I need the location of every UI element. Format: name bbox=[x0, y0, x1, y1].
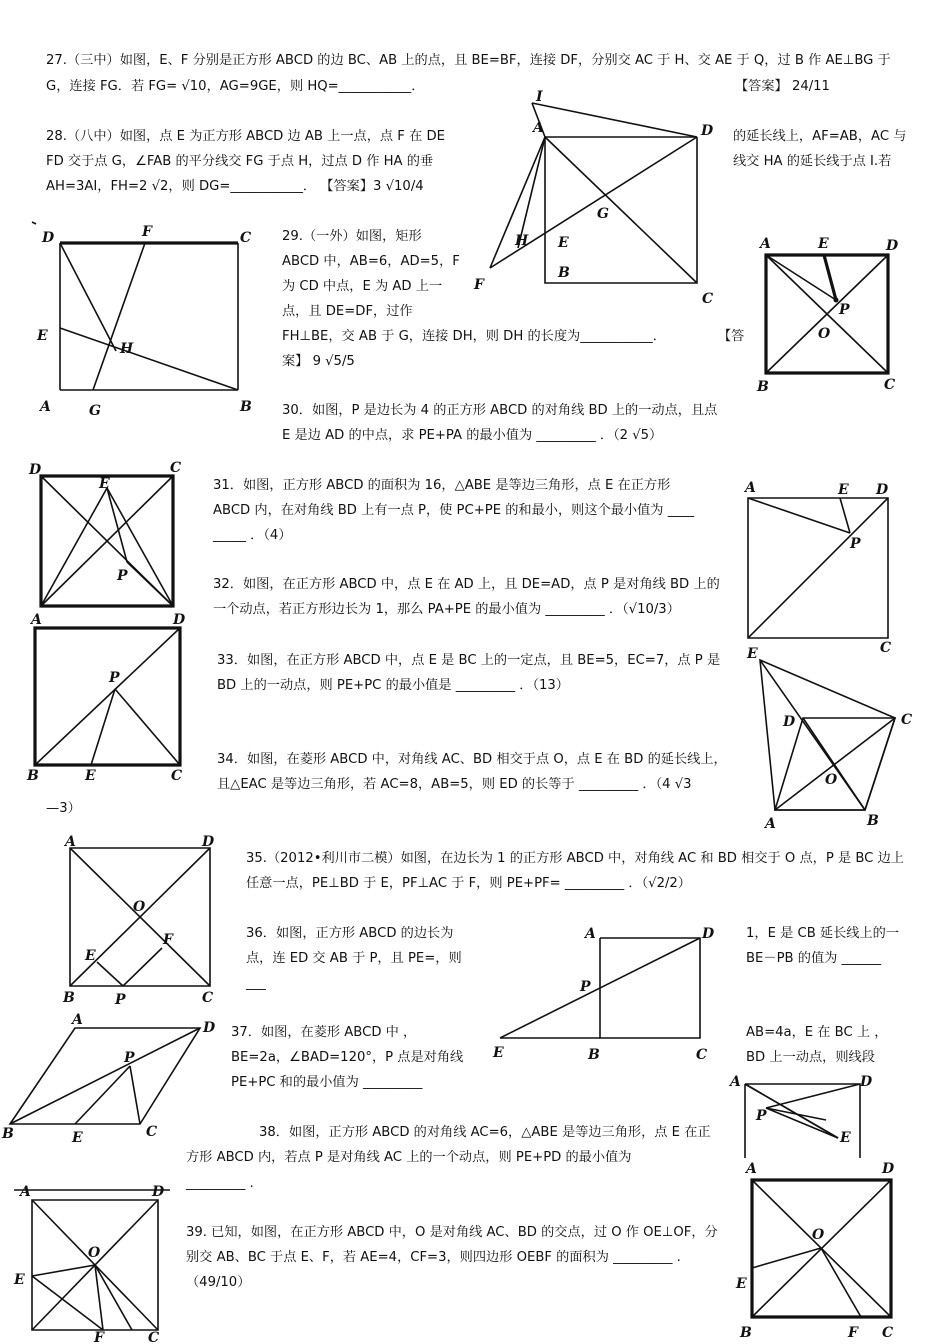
p29-line5b: 【答 bbox=[718, 329, 745, 344]
p31-line1: 31．如图，正方形 ABCD 的面积为 16，△ABE 是等边三角形，点 E 在正方形 bbox=[213, 478, 671, 493]
p34-line3: —3） bbox=[46, 801, 81, 816]
label-C: C bbox=[882, 1325, 894, 1341]
p30-line2: E 是边 AD 的中点，求 PE+PA 的最小值为 _________ ．（2 √5） bbox=[282, 428, 663, 443]
label-E: E bbox=[818, 236, 829, 252]
label-O: O bbox=[88, 1245, 101, 1261]
label-D: D bbox=[29, 462, 42, 478]
p37-line1a: 37．如图，在菱形 ABCD 中 ， bbox=[231, 1025, 417, 1040]
label-C: C bbox=[696, 1047, 708, 1063]
label-E: E bbox=[493, 1045, 504, 1061]
label-D: D bbox=[882, 1161, 895, 1177]
figure-30 bbox=[748, 228, 918, 398]
figure-28 bbox=[470, 85, 730, 310]
label-C: C bbox=[702, 291, 714, 307]
label-P: P bbox=[850, 536, 861, 552]
label-C: C bbox=[880, 640, 892, 656]
label-B: B bbox=[63, 990, 75, 1006]
label-E: E bbox=[85, 768, 96, 784]
label-G: G bbox=[89, 403, 101, 419]
label-E: E bbox=[85, 948, 96, 964]
label-E: E bbox=[558, 235, 569, 251]
label-A: A bbox=[746, 1161, 757, 1177]
label-D: D bbox=[173, 612, 186, 628]
p38-line2: 方形 ABCD 内，若点 P 是对角线 AC 上的一个动点，则 PE+PD 的最小值为 bbox=[186, 1150, 632, 1165]
p35-line1: 35.（2012•利川市二模）如图，在边长为 1 的正方形 ABCD 中，对角线 AC 和 BD 相交于 O 点，P 是 BC 边上 bbox=[246, 851, 904, 866]
label-F: F bbox=[94, 1330, 104, 1344]
label-F: F bbox=[163, 932, 173, 948]
p33-line2: BD 上的一动点，则 PE+PC 的最小值是 _________ ．（13） bbox=[217, 678, 569, 693]
p37-line2b: BD 上一动点，则线段 bbox=[746, 1050, 875, 1065]
p28-line3: AH=3AI，FH=2 √2，则 DG=___________． 【答案】3 √10/4 bbox=[46, 179, 424, 194]
label-D: D bbox=[203, 1020, 216, 1036]
label-E: E bbox=[838, 482, 849, 498]
label-P: P bbox=[756, 1108, 767, 1124]
label-I: I bbox=[536, 89, 543, 105]
p28-line2b: 线交 HA 的延长线于点 I.若 bbox=[733, 154, 892, 169]
label-F: F bbox=[474, 277, 484, 293]
p28-line1b: 的延长线上，AF=AB，AC 与 bbox=[733, 129, 907, 144]
label-C: C bbox=[170, 460, 182, 476]
label-B: B bbox=[867, 813, 879, 829]
label-D: D bbox=[860, 1074, 873, 1090]
label-P: P bbox=[109, 670, 120, 686]
p30-line1: 30．如图，P 是边长为 4 的正方形 ABCD 的对角线 BD 上的一动点，且点 bbox=[282, 403, 718, 418]
label-A: A bbox=[585, 926, 596, 942]
p28-line1a: 28.（八中）如图，点 E 为正方形 ABCD 边 AB 上一点，点 F 在 DE bbox=[46, 129, 445, 144]
label-O: O bbox=[812, 1227, 825, 1243]
label-A: A bbox=[72, 1012, 83, 1028]
label-D: D bbox=[701, 123, 714, 139]
p34-line1: 34．如图，在菱形 ABCD 中，对角线 AC、BD 相交于点 O，点 E 在 BD 的延长线上， bbox=[217, 752, 727, 767]
label-O: O bbox=[818, 326, 831, 342]
label-D: D bbox=[876, 482, 889, 498]
label-B: B bbox=[757, 379, 769, 395]
p39-line2: 别交 AB、BC 于点 E、F，若 AE=4，CF=3，则四边形 OEBF 的面积为 _________ . bbox=[186, 1250, 681, 1265]
label-P: P bbox=[580, 979, 591, 995]
label-O: O bbox=[133, 899, 146, 915]
p36-line1b: 1，E 是 CB 延长线上的一 bbox=[746, 926, 900, 941]
label-A: A bbox=[65, 834, 76, 850]
label-B: B bbox=[740, 1325, 752, 1341]
label-C: C bbox=[240, 230, 252, 246]
label-C: C bbox=[202, 990, 214, 1006]
figure-39-right bbox=[728, 1155, 908, 1344]
figure-38 bbox=[726, 1070, 876, 1160]
p37-line3: PE+PC 和的最小值为 _________ bbox=[231, 1075, 423, 1090]
p33-line1: 33．如图，在正方形 ABCD 中，点 E 是 BC 上的一定点，且 BE=5，EC=7，点 P 是 bbox=[217, 653, 721, 668]
label-B: B bbox=[2, 1126, 14, 1142]
figure-37 bbox=[0, 1012, 225, 1147]
label-D: D bbox=[702, 926, 715, 942]
p37-line1b: AB=4a，E 在 BC 上 ， bbox=[746, 1025, 888, 1040]
p35-line2: 任意一点，PE⊥BD 于 E，PF⊥AC 于 F，则 PE+PF= _________ ．（√2/2） bbox=[246, 876, 691, 891]
p36-line3: ___ bbox=[246, 976, 266, 991]
figure-34 bbox=[735, 640, 925, 835]
label-P: P bbox=[115, 992, 126, 1008]
label-A: A bbox=[760, 236, 771, 252]
label-E: E bbox=[840, 1130, 851, 1146]
p27-line2: G，连接 FG．若 FG= √10，AG=9GE，则 HQ=___________． bbox=[46, 79, 425, 94]
label-C: C bbox=[901, 712, 913, 728]
label-H: H bbox=[120, 341, 134, 357]
figure-31 bbox=[25, 458, 195, 613]
p28-line2a: FD 交于点 G，∠FAB 的平分线交 FG 于点 H，过点 D 作 HA 的垂 bbox=[46, 154, 434, 169]
label-E: E bbox=[14, 1272, 25, 1288]
label-A: A bbox=[31, 612, 42, 628]
label-D: D bbox=[783, 714, 796, 730]
label-E: E bbox=[747, 646, 758, 662]
label-D: D bbox=[42, 230, 55, 246]
figure-32 bbox=[740, 478, 910, 656]
label-D: D bbox=[886, 238, 899, 254]
p38-line1: 38．如图，正方形 ABCD 的对角线 AC=6，△ABE 是等边三角形，点 E 在正 bbox=[259, 1125, 711, 1140]
label-D: D bbox=[152, 1184, 165, 1200]
label-H: H bbox=[515, 233, 529, 249]
label-E: E bbox=[72, 1130, 83, 1146]
label-B: B bbox=[558, 265, 570, 281]
p29-line2: ABCD 中，AB=6，AD=5，F bbox=[282, 254, 460, 269]
label-E: E bbox=[99, 476, 110, 492]
label-F: F bbox=[142, 224, 152, 240]
p31-line2: ABCD 内，在对角线 BD 上有一点 P，使 PC+PE 的和最小，则这个最小值为 ____ bbox=[213, 503, 695, 518]
figure-35 bbox=[55, 828, 230, 1008]
label-A: A bbox=[745, 480, 756, 496]
label-E: E bbox=[37, 328, 48, 344]
p39-line3: （49/10） bbox=[186, 1275, 251, 1290]
label-P: P bbox=[117, 568, 128, 584]
p31-line3: _____ ．（4） bbox=[213, 528, 292, 543]
label-A: A bbox=[20, 1184, 31, 1200]
label-C: C bbox=[146, 1124, 158, 1140]
p29-line4: 点，且 DE=DF，过作 bbox=[282, 304, 413, 319]
label-P: P bbox=[124, 1050, 135, 1066]
p38-line3: _________ . bbox=[186, 1176, 254, 1191]
label-F: F bbox=[848, 1325, 858, 1341]
p36-line2b: BE－PB 的值为 ______ bbox=[746, 951, 882, 966]
p34-line2: 且△EAC 是等边三角形，若 AC=8，AB=5，则 ED 的长等于 _________ ．（4 √3 bbox=[217, 777, 692, 792]
label-D: D bbox=[202, 834, 215, 850]
label-G: G bbox=[597, 206, 609, 222]
label-B: B bbox=[588, 1047, 600, 1063]
label-C: C bbox=[171, 768, 183, 784]
figure-33 bbox=[25, 612, 200, 787]
label-E: E bbox=[736, 1276, 747, 1292]
p29-line1: 29.（一外）如图，矩形 bbox=[282, 229, 422, 244]
figure-36 bbox=[488, 918, 728, 1068]
p29-line3: 为 CD 中点，E 为 AD 上一 bbox=[282, 279, 443, 294]
label-B: B bbox=[27, 768, 39, 784]
p32-line1: 32．如图，在正方形 ABCD 中，点 E 在 AD 上，且 DE=AD，点 P 是对角线 BD 上的 bbox=[213, 577, 720, 592]
p39-line1: 39. 已知，如图，在正方形 ABCD 中，O 是对角线 AC、BD 的交点，过 O 作 OE⊥OF，分 bbox=[186, 1225, 718, 1240]
label-A: A bbox=[533, 120, 544, 136]
p29-line6: 案】 9 √5/5 bbox=[282, 354, 355, 369]
p27-answer: 【答案】 24/11 bbox=[735, 79, 830, 94]
p36-line1a: 36．如图，正方形 ABCD 的边长为 bbox=[246, 926, 454, 941]
p37-line2a: BE=2a，∠BAD=120°，P 点是对角线 bbox=[231, 1050, 464, 1065]
figure-39-left bbox=[10, 1180, 180, 1344]
figure-29 bbox=[28, 218, 268, 418]
label-A: A bbox=[40, 399, 51, 415]
label-C: C bbox=[148, 1330, 160, 1344]
label-B: B bbox=[240, 399, 252, 415]
label-P: P bbox=[839, 302, 850, 318]
label-A: A bbox=[765, 816, 776, 832]
label-C: C bbox=[884, 377, 896, 393]
label-O: O bbox=[825, 772, 838, 788]
label-A: A bbox=[730, 1074, 741, 1090]
p29-line5: FH⊥BE，交 AB 于 G，连接 DH，则 DH 的长度为___________． bbox=[282, 329, 666, 344]
p36-line2a: 点，连 ED 交 AB 于 P，且 PE=，则 bbox=[246, 951, 462, 966]
p27-line1: 27.（三中）如图，E、F 分别是正方形 ABCD 的边 BC、AB 上的点，且 BE=BF，连接 DF，分别交 AC 于 H、交 AE 于 Q，过 B 作 AE⊥BG 于 bbox=[46, 53, 891, 68]
p32-line2: 一个动点，若正方形边长为 1，那么 PA+PE 的最小值为 _________ ．（√10/3） bbox=[213, 602, 680, 617]
